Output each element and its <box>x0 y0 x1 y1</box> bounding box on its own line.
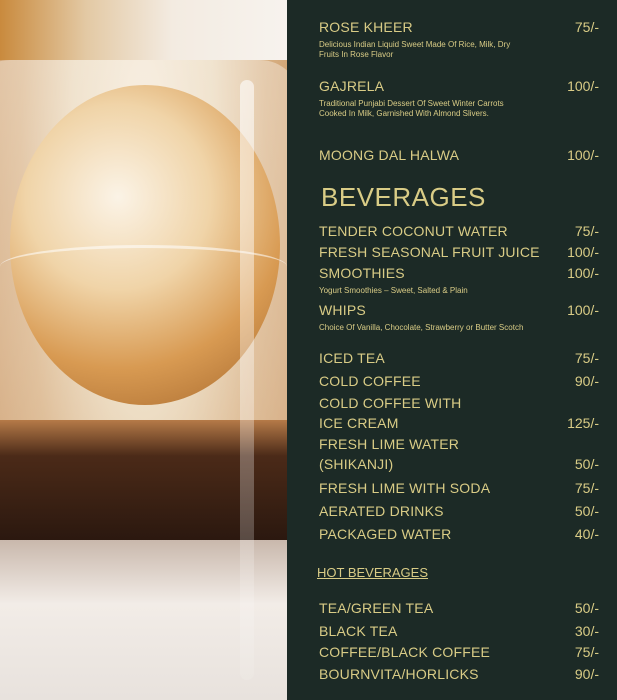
item-price: 75/- <box>574 19 599 35</box>
menu-item-cold-coffee-ice-cream <box>319 394 599 432</box>
item-name: FRESH LIME WITH SODA <box>319 480 491 496</box>
item-name: ROSE KHEER <box>319 19 413 35</box>
item-name: SMOOTHIES <box>319 265 405 281</box>
item-description: Delicious Indian Liquid Sweet Made Of Rice, Milk, Dry Fruits In Rose Flavor <box>319 40 511 59</box>
item-price: 75/- <box>574 644 599 660</box>
menu-item-cold-coffee <box>319 372 599 390</box>
item-name: TENDER COCONUT WATER <box>319 223 508 239</box>
menu-item-black-tea <box>319 622 599 640</box>
glass-shine <box>240 80 254 680</box>
item-name: TEA/GREEN TEA <box>319 600 434 616</box>
item-description: Traditional Punjabi Dessert Of Sweet Winter Carrots Cooked In Milk, Garnished With Almond Slivers. <box>319 99 504 118</box>
item-price: 90/- <box>574 373 599 389</box>
menu-item-tender-coconut-water <box>319 222 599 240</box>
item-price: 30/- <box>574 623 599 639</box>
item-name-line2: (SHIKANJI) <box>319 456 394 472</box>
item-name: GAJRELA <box>319 78 385 94</box>
item-name-line2: ICE CREAM <box>319 415 399 431</box>
menu-item-aerated-drinks <box>319 502 599 520</box>
item-name: MOONG DAL HALWA <box>319 147 460 163</box>
item-price: 90/- <box>574 666 599 682</box>
affogato-photo <box>0 0 287 700</box>
item-price: 100/- <box>567 78 599 94</box>
menu-item-moong-dal-halwa <box>319 146 599 164</box>
item-name: FRESH SEASONAL FRUIT JUICE <box>319 244 540 260</box>
item-price: 100/- <box>567 265 599 281</box>
item-name: WHIPS <box>319 302 366 318</box>
item-name: COLD COFFEE WITH <box>319 395 462 411</box>
item-name: PACKAGED WATER <box>319 526 452 542</box>
menu-item-fresh-juice <box>319 243 599 261</box>
item-price: 75/- <box>574 480 599 496</box>
item-name: COFFEE/BLACK COFFEE <box>319 644 491 660</box>
menu-item-smoothies <box>319 264 599 296</box>
menu-item-iced-tea <box>319 349 599 367</box>
item-price: 40/- <box>574 526 599 542</box>
item-price: 50/- <box>574 600 599 616</box>
item-name: FRESH LIME WATER <box>319 436 460 452</box>
item-price: 75/- <box>574 350 599 366</box>
menu-item-gajrela <box>319 77 599 119</box>
menu-item-tea <box>319 599 599 617</box>
item-price: 75/- <box>574 223 599 239</box>
photo-background <box>0 0 287 60</box>
item-price: 125/- <box>567 415 599 431</box>
menu-item-fresh-lime-water <box>319 435 599 473</box>
menu-item-bournvita <box>319 665 599 683</box>
menu-item-whips <box>319 301 599 333</box>
item-description: Choice Of Vanilla, Chocolate, Strawberry or Butter Scotch <box>319 323 524 332</box>
item-price: 100/- <box>567 244 599 260</box>
section-title-beverages: BEVERAGES <box>321 182 486 212</box>
item-name: BLACK TEA <box>319 623 398 639</box>
menu-item-fresh-lime-soda <box>319 479 599 497</box>
item-price: 100/- <box>567 302 599 318</box>
menu-item-rose-kheer <box>319 18 599 60</box>
item-name: COLD COFFEE <box>319 373 421 389</box>
item-description: Yogurt Smoothies – Sweet, Salted & Plain <box>319 286 468 295</box>
item-name: ICED TEA <box>319 350 385 366</box>
item-name: AERATED DRINKS <box>319 503 444 519</box>
item-price: 50/- <box>574 456 599 472</box>
section-title-hot-beverages: HOT BEVERAGES <box>317 565 429 580</box>
menu-item-coffee <box>319 643 599 661</box>
menu-item-packaged-water <box>319 525 599 543</box>
menu-panel <box>287 0 617 700</box>
item-price: 100/- <box>567 147 599 163</box>
item-price: 50/- <box>574 503 599 519</box>
item-name: BOURNVITA/HORLICKS <box>319 666 479 682</box>
